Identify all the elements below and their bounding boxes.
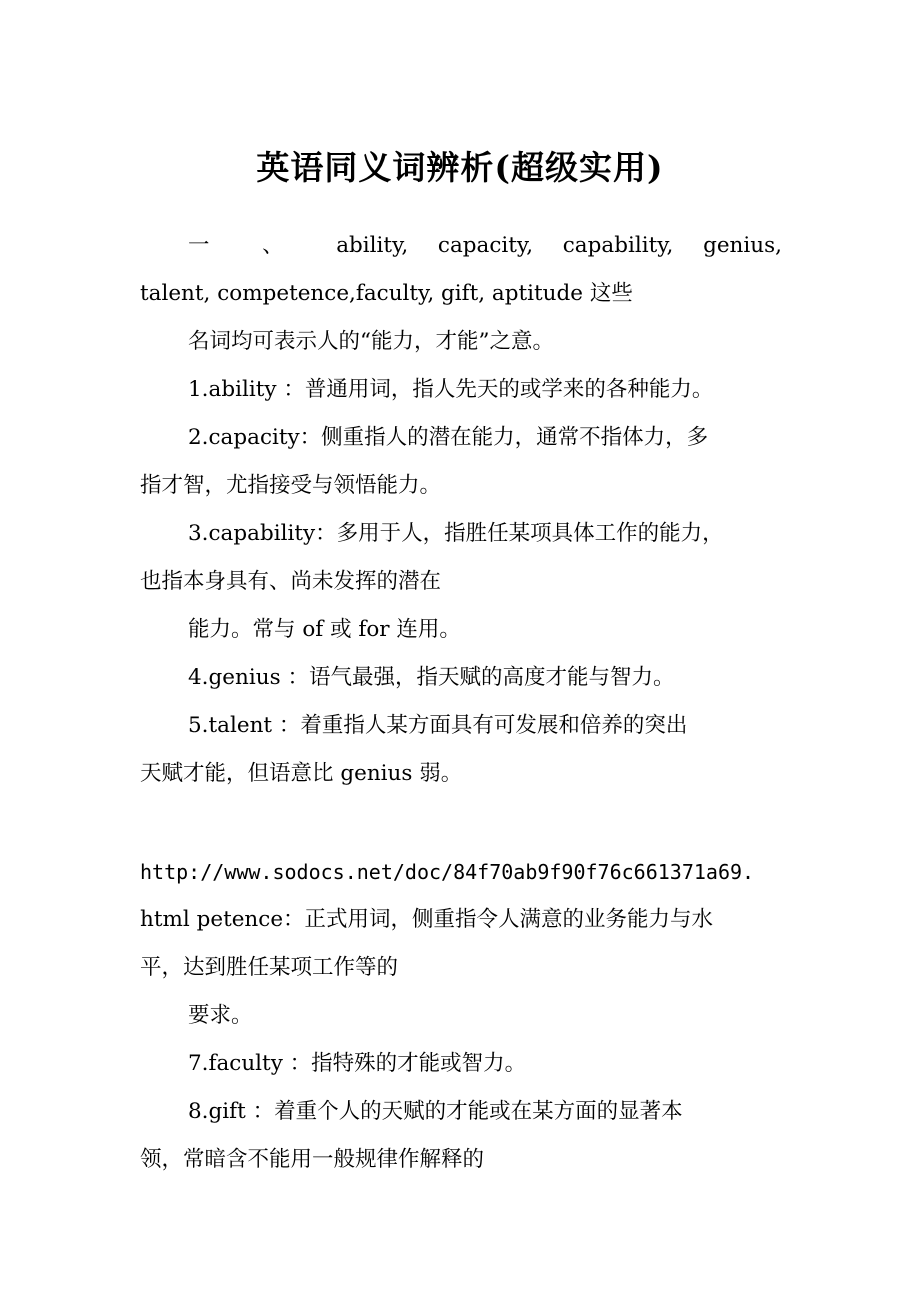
definition-faculty: 7.faculty ：指特殊的才能或智力。 [188,1051,527,1076]
paragraph-line-2: talent, competence,faculty, gift, aptitude 这些 [140,281,633,306]
definition-capacity: 2.capacity：侧重指人的潜在能力，通常不指体力，多 [188,425,709,450]
definition-ability: 1.ability ：普通用词，指人先天的或学来的各种能力。 [188,377,714,402]
definition-capability-continued: 也指本身具有、尚未发挥的潜在 [140,569,442,594]
definition-capacity-continued: 指才智，尤指接受与领悟能力。 [140,473,442,498]
source-url: http://www.sodocs.net/doc/84f70ab9f90f76c661371a69. [140,860,755,884]
definition-talent-continued: 天赋才能，但语意比 genius 弱。 [140,761,463,786]
document-title: 英语同义词辨析(超级实用) [256,148,664,187]
definition-competence: html petence：正式用词，侧重指令人满意的业务能力与水 [140,907,714,932]
definition-capability: 3.capability：多用于人，指胜任某项具体工作的能力， [188,521,724,546]
paragraph-line-3: 名词均可表示人的“能力，才能”之意。 [188,329,554,354]
definition-competence-end: 要求。 [188,1003,253,1028]
paragraph-line-1: 一 、 ability, capacity, capability, genius, [188,233,782,258]
definition-talent: 5.talent ：着重指人某方面具有可发展和倍养的突出 [188,713,688,738]
definition-gift: 8.gift ：着重个人的天赋的才能或在某方面的显著本 [188,1099,683,1124]
definition-capability-usage: 能力。常与 of 或 for 连用。 [188,617,461,642]
definition-genius: 4.genius ：语气最强，指天赋的高度才能与智力。 [188,665,675,690]
definition-competence-continued: 平，达到胜任某项工作等的 [140,955,399,980]
definition-gift-continued: 领，常暗含不能用一般规律作解释的 [140,1147,485,1172]
